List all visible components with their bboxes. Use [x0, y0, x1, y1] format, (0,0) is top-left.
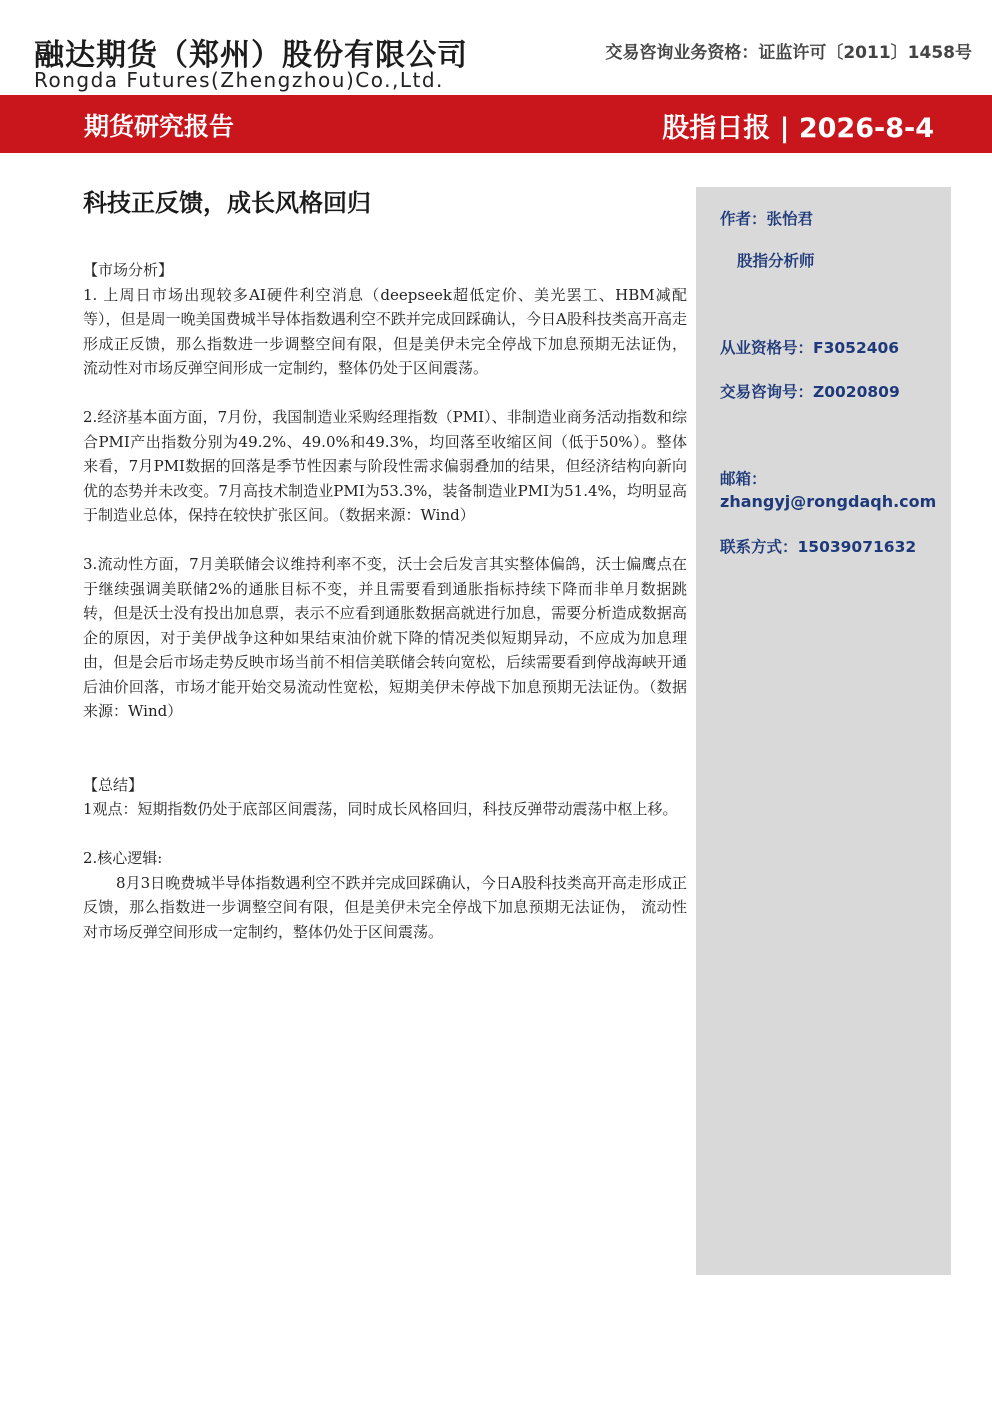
- banner-report-date: 股指日报 | 2026-8-4: [662, 113, 934, 144]
- market-analysis-item-1: 1. 上周日市场出现较多AI硬件利空消息（deepseek超低定价、美光罢工、HBM减配等），但是周一晚美国费城半导体指数遇利空不跌并完成回踩确认，今日A股科技类高开高走形成正反馈，那么指数进一步调整空间有限，但是美伊未完全停战下加息预期无法证伪， 流动性对市场反弹空间形成一定制约，整体仍处于区间震荡。: [83, 285, 687, 377]
- author-name: 作者：张怡君: [720, 210, 814, 228]
- summary-view: 1观点：短期指数仍处于底部区间震荡，同时成长风格回归，科技反弹带动震荡中枢上移。: [83, 800, 678, 818]
- contact-phone: 联系方式：15039071632: [720, 538, 917, 556]
- core-logic-label: 2.核心逻辑:: [83, 849, 163, 867]
- market-analysis-item-3: 3.流动性方面，7月美联储会议维持利率不变，沃士会后发言其实整体偏鸽，沃士偏鹰点在于继续强调美联储2%的通胀目标不变，并且需要看到通胀指标持续下降而非单月数据跳转，但是沃士没有投出加息票，表示不应看到通胀数据高就进行加息，需要分析造成数据高企的原因，对于美伊战争这种如果结束油价就下降的情况类似短期异动，不应成为加息理由，但是会后市场走势反映市场当前不相信美联储会转向宽松，后续需要看到停战海峡开通后油价回落，市场才能开始交易流动性宽松，短期美伊未停战下加息预期无法证伪。（数据来源：Wind）: [83, 555, 687, 720]
- company-name-en: Rongda Futures(Zhengzhou)Co.,Ltd.: [34, 68, 444, 92]
- core-logic-text: 8月3日晚费城半导体指数遇利空不跌并完成回踩确认，今日A股科技类高开高走形成正反馈，那么指数进一步调整空间有限，但是美伊未完全停战下加息预期无法证伪， 流动性对市场反弹空间形成一定制约，整体仍处于区间震荡。: [83, 873, 687, 941]
- license-info: 交易咨询业务资格：证监许可〔2011〕1458号: [605, 43, 972, 63]
- qualification-number: 从业资格号：F3052406: [720, 339, 900, 357]
- report-banner: [0, 95, 992, 153]
- banner-report-type: 期货研究报告: [84, 112, 235, 141]
- report-title: 科技正反馈，成长风格回归: [83, 189, 371, 217]
- author-role: 股指分析师: [737, 252, 815, 270]
- section-spacer: [83, 748, 687, 773]
- email-label: 邮箱：: [720, 470, 767, 488]
- consult-number: 交易咨询号：Z0020809: [720, 383, 900, 401]
- summary-label: 【总结】: [83, 775, 144, 794]
- company-name-cn: 融达期货（郑州）股份有限公司: [34, 38, 468, 73]
- email-address[interactable]: zhangyj@rongdaqh.com: [720, 492, 937, 511]
- author-sidebar: [696, 187, 951, 1275]
- market-analysis-label: 【市场分析】: [83, 261, 174, 279]
- market-analysis-item-2: 2.经济基本面方面，7月份，我国制造业采购经理指数（PMI）、非制造业商务活动指数和综合PMI产出指数分别为49.2%、49.0%和49.3%，均回落至收缩区间（低于50%）。整体来看，7月PMI数据的回落是季节性因素与阶段性需求偏弱叠加的结果，但经济结构向新向优的态势并未改变。7月高技术制造业PMI为53.3%，装备制造业PMI为51.4%，均明显高于制造业总体，保持在较快扩张区间。（数据来源：Wind）: [83, 408, 687, 524]
- main-content: [83, 183, 687, 944]
